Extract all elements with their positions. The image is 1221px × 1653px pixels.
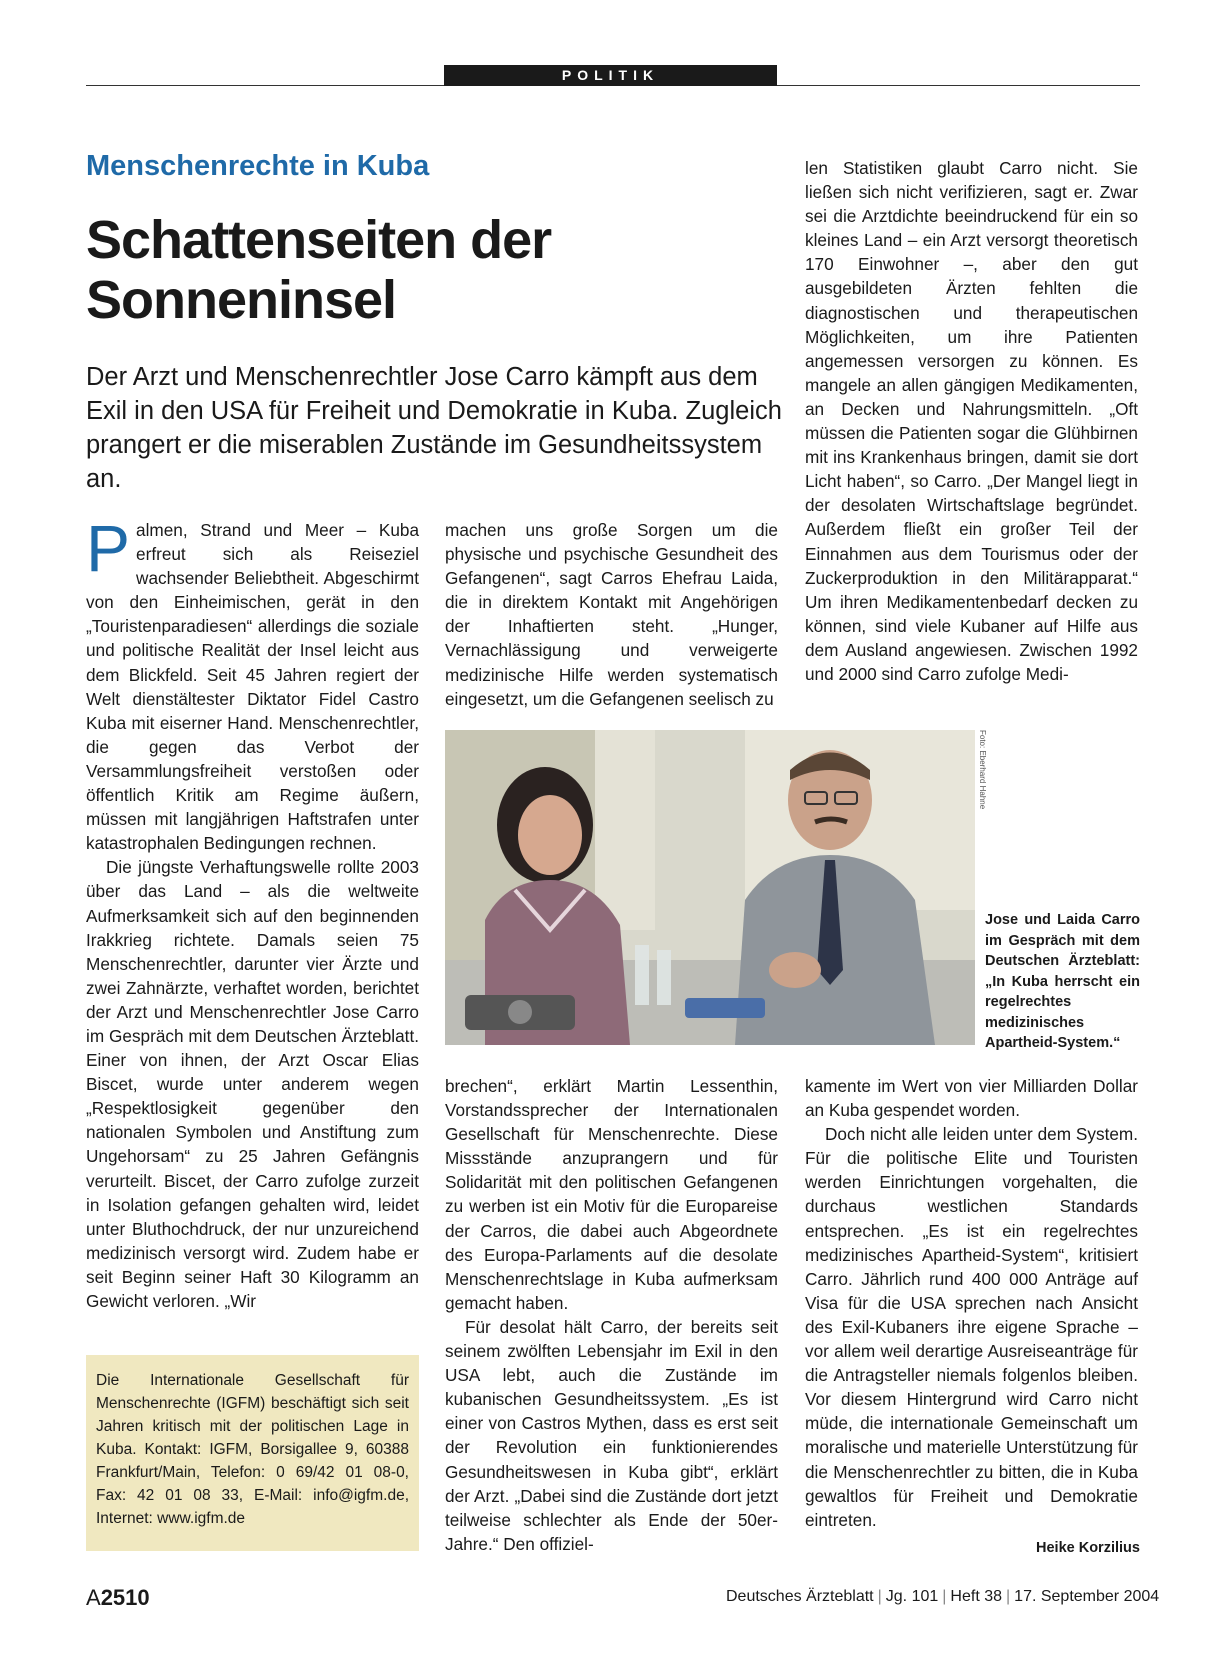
article-column-2: [445, 518, 778, 711]
article-lead: Der Arzt und Menschenrechtler Jose Carro kämpft aus dem Exil in den USA für Freiheit und Demokratie in Kuba. Zugleich prangert er die miserablen Zustände im Gesundheitssystem an.: [86, 363, 782, 493]
journal-volume: Jg. 101: [885, 1588, 939, 1605]
drop-cap: P: [86, 511, 131, 585]
article-column-1: [86, 511, 419, 1313]
paragraph: Die jüngste Verhaftungswelle rollte 2003 über das Land – als die weltweite Aufmerksamkeit sich auf den beginnenden Irakkrieg richtete. Damals seien 75 Menschenrechtler, darunter vier Ärzte und zwei Zahnärzte, verhaftet worden, berichtet der Arzt und Menschenrechtler Jose Carro im Gespräch mit dem Deutschen Ärzteblatt. Einer von ihnen, der Arzt Oscar Elias Biscet, wurde unter anderem wegen „Respektlosigkeit gegenüber den nationalen Symbolen und Anstiftung zum Ungehorsam“ zu 25 Jahren Gefängnis verurteilt. Biscet, der Carro zufolge zurzeit in Isolation gefangen gehalten wird, leidet unter Bluthochdruck, der nur unzureichend medizinisch versorgt wird. Zudem habe er seit Beginn seiner Haft 30 Kilogramm an Gewicht verloren. „Wir: [86, 857, 419, 1311]
interview-photo: [445, 730, 975, 1045]
paragraph: machen uns große Sorgen um die physische und psychische Gesundheit des Gefangenen“, sagt Carros Ehefrau Laida, die in direktem Kontakt mit Angehörigen der Inhaftierten steht. „Hunger, Vernachlässigung und verweigerte medizinische Hilfe werden systematisch eingesetzt, um die Gefangenen seelisch zu: [445, 520, 778, 709]
photo-illustration: [445, 730, 975, 1045]
paragraph: kamente im Wert von vier Milliarden Dollar an Kuba gespendet worden.: [805, 1076, 1138, 1121]
article-column-3-continued: [805, 1074, 1138, 1532]
paragraph: len Statistiken glaubt Carro nicht. Sie ließen sich nicht verifizieren, sagt er. Zwar sei die Arztdichte beeindruckend für ein so kleines Land – ein Arzt versorgt theoretisch 170 Einwohner –, aber den gut ausgebildeten Ärzten fehlten die diagnostischen und therapeutischen Möglichkeiten, um ihre Patienten angemessen versorgen zu können. Es mangele an allen gängigen Medikamenten, an Decken und Nahrungsmitteln. „Oft müssen die Patienten sogar die Glühbirnen mit ins Krankenhaus bringen, damit sie dort Licht haben“, so Carro. „Der Mangel liegt in der desolaten Wirtschaftslage begründet. Außerdem fließt ein großer Teil der Einnahmen aus dem Tourismus oder der Zuckerproduktion in den Militärapparat.“ Um ihren Medikamentenbedarf decken zu können, sind viele Kubaner auf Hilfe aus dem Ausland angewiesen. Zwischen 1992 und 2000 sind Carro zufolge Medi-: [805, 158, 1138, 684]
article-headline: Schattenseiten der Sonneninsel: [86, 210, 552, 330]
section-label: POLITIK: [444, 65, 777, 86]
photo-caption: Jose und Laida Carro im Gespräch mit dem Deutschen Ärzteblatt: „In Kuba herrscht ein regelrechtes medizinisches Apartheid-System.“: [985, 912, 1140, 1051]
paragraph: [86, 511, 419, 855]
article-kicker: Menschenrechte in Kuba: [86, 150, 430, 182]
author-byline: Heike Korzilius: [1036, 1540, 1140, 1556]
paragraph: Doch nicht alle leiden unter dem System. Für die politische Elite und Touristen werden Einrichtungen vorgehalten, die durchaus westlichen Standards entsprechen. „Es ist ein regelrechtes medizinisches Apartheid-System“, kritisiert Carro. Jährlich rund 400 000 Anträge auf Visa für die USA sprechen nach Ansicht des Exil-Kubaners ihre eigene Sprache – vor allem weil derartige Ausreiseanträge für die Antragsteller niemals folgenlos bleiben. Vor diesem Hintergrund wird Carro nicht müde, die internationale Gemeinschaft um moralische und materielle Unterstützung für die Menschenrechtler zu bitten, die in Kuba gewaltlos für Freiheit und Demokratie eintreten.: [805, 1124, 1138, 1530]
journal-date: 17. September 2004: [1014, 1588, 1160, 1605]
journal-issue: Heft 38: [950, 1588, 1003, 1605]
article-column-3: [805, 156, 1138, 686]
page-number: A2510: [86, 1585, 150, 1610]
footer-citation: Deutsches Ärzteblatt | Jg. 101 | Heft 38 | 17. September 2004: [726, 1588, 1160, 1605]
journal-name: Deutsches Ärzteblatt: [726, 1588, 874, 1605]
paragraph-text: almen, Strand und Meer – Kuba erfreut sich als Reiseziel wachsender Beliebtheit. Abgeschirmt von den Einheimischen, gerät in den „Touristenparadiesen“ allerdings die soziale und politische Realität der Insel leicht aus dem Blickfeld. Seit 45 Jahren regiert der Welt dienstältester Diktator Fidel Castro Kuba mit eiserner Hand. Menschenrechtler, die gegen das Verbot der Versammlungsfreiheit verstoßen oder öffentlich Kritik am Regime äußern, müssen mit langjährigen Haftstrafen unter katastrophalen Bedingungen rechnen.: [86, 520, 419, 854]
article-column-2-continued: [445, 1074, 778, 1556]
photo-credit: Foto: Eberhard Hahne: [978, 730, 987, 810]
paragraph: Für desolat hält Carro, der bereits seit seinem zwölften Lebensjahr im Exil in den USA lebt, auch die Zustände im kubanischen Gesundheitssystem. „Es ist einer von Castros Mythen, dass es erst seit der Revolution ein funktionierendes Gesundheitswesen in Kuba gibt“, erklärt der Arzt. „Dabei sind die Zustände dort jetzt teilweise schlechter als Ende der 50er-Jahre.“ Den offiziel-: [445, 1316, 778, 1554]
paragraph: brechen“, erklärt Martin Lessenthin, Vorstandssprecher der Internationalen Gesellschaft für Menschenrechte. Diese Missstände anzuprangern und für Solidarität mit den politischen Gefangenen zu werben ist ein Motiv für die Europareise der Carros, die dabei auch Abgeordnete des Europa-Parlaments auf die desolate Menschenrechtslage in Kuba aufmerksam gemacht haben.: [445, 1076, 778, 1313]
info-box: Die Internationale Gesellschaft für Menschenrechte (IGFM) beschäftigt sich seit Jahren kritisch mit der politischen Lage in Kuba. Kontakt: IGFM, Borsigallee 9, 60388 Frankfurt/Main, Telefon: 0 69/42 01 08-0, Fax: 42 01 08 33, E-Mail: info@igfm.de, Internet: www.igfm.de: [86, 1355, 419, 1551]
